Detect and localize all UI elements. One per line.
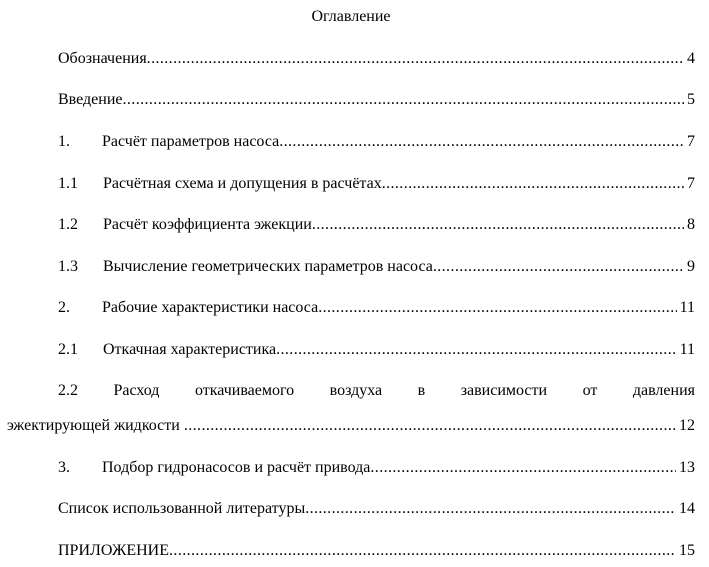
toc-entry-section-1-2[interactable] (58, 215, 695, 235)
toc-entry-label-word: давления (632, 382, 695, 399)
toc-entry-label: Расчёт параметров насоса (102, 133, 280, 150)
toc-page-number: 8 (687, 216, 695, 233)
toc-entry-number: 1. (58, 133, 70, 150)
toc-entry-label: Обозначения (58, 50, 147, 67)
toc-entry-label-word: откачиваемого (194, 382, 295, 399)
toc-entry-label: Введение (58, 91, 123, 108)
toc-entry-designations[interactable] (58, 49, 695, 69)
toc-entry-number: 1.3 (58, 258, 78, 275)
dot-leader (169, 541, 676, 561)
toc-page-number: 7 (687, 133, 695, 150)
toc-entry-section-2-2[interactable] (58, 381, 695, 401)
toc-entry-label-word: от (582, 382, 598, 399)
dot-leader (318, 298, 676, 318)
dot-leader (147, 49, 684, 69)
toc-page-number: 15 (679, 542, 695, 559)
toc-entry-label: Откачная характеристика (103, 341, 277, 358)
toc-title: Оглавление (311, 8, 391, 25)
toc-entry-label: эжектирующей жидкости (7, 417, 180, 434)
toc-page-number: 12 (679, 417, 695, 434)
toc-entry-appendix[interactable] (58, 541, 695, 561)
toc-entry-label: Вычисление геометрических параметров насоса (103, 258, 433, 275)
dot-leader (382, 174, 684, 194)
toc-entry-label: Расчётная схема и допущения в расчётах (103, 175, 382, 192)
toc-entry-number: 1.2 (58, 216, 78, 233)
toc-entry-label: ПРИЛОЖЕНИЕ (58, 542, 170, 559)
dot-leader (123, 90, 685, 110)
toc-entry-introduction[interactable] (58, 90, 695, 110)
toc-entry-references[interactable] (58, 499, 695, 519)
dot-leader (305, 499, 676, 519)
toc-entry-section-2-1[interactable] (58, 340, 695, 360)
toc-entry-section-3[interactable] (58, 458, 695, 478)
toc-entry-section-1[interactable] (58, 132, 695, 152)
toc-entry-section-1-3[interactable] (58, 257, 695, 277)
toc-entry-label: Подбор гидронасосов и расчёт привода (102, 459, 371, 476)
toc-entry-section-2-2-continuation[interactable] (7, 416, 695, 436)
toc-entry-label: Расчёт коэффициента эжекции (103, 216, 312, 233)
toc-entry-number: 2.2 (58, 382, 78, 399)
toc-page-number: 11 (679, 299, 695, 316)
toc-entry-label: Рабочие характеристики насоса (102, 299, 319, 316)
toc-entry-number: 3. (58, 459, 70, 476)
dot-leader (370, 458, 676, 478)
dot-leader (433, 257, 684, 277)
toc-entry-number: 2.1 (58, 341, 78, 358)
toc-entry-label-word: Расход (113, 382, 160, 399)
dot-leader (279, 132, 684, 152)
toc-entry-label-word: зависимости (460, 382, 548, 399)
toc-page-number: 5 (687, 91, 695, 108)
toc-page-number: 9 (687, 258, 695, 275)
toc-page-number: 13 (679, 459, 695, 476)
toc-entry-number: 1.1 (58, 175, 78, 192)
toc-page-number: 14 (679, 500, 695, 517)
toc-entry-number: 2. (58, 299, 70, 316)
toc-page-number: 7 (687, 175, 695, 192)
toc-entry-section-2[interactable] (58, 298, 695, 318)
toc-entry-label: Список использованной литературы (58, 500, 306, 517)
dot-leader (276, 340, 676, 360)
toc-page-number: 4 (687, 50, 695, 67)
dot-leader (184, 416, 676, 436)
toc-entry-label-word: в (417, 382, 426, 399)
dot-leader (312, 215, 684, 235)
toc-entry-label-word: воздуха (329, 382, 383, 399)
toc-entry-section-1-1[interactable] (58, 174, 695, 194)
toc-page-number: 11 (679, 341, 695, 358)
